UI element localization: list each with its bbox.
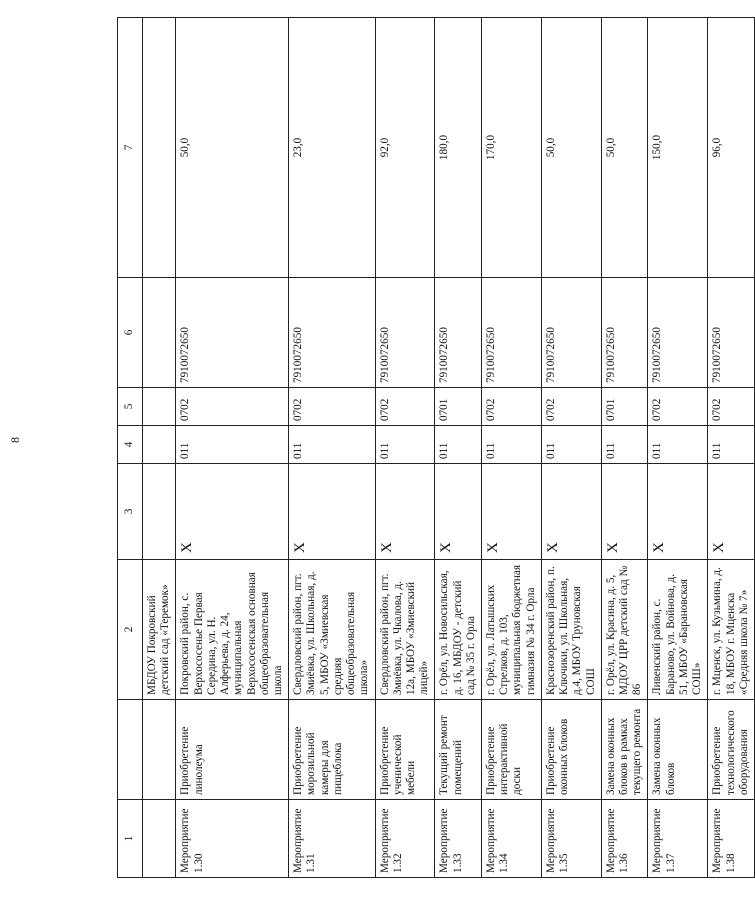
col4-cell: 011 bbox=[708, 426, 755, 464]
table-row bbox=[541, 18, 601, 878]
col4-cell: 011 bbox=[482, 426, 542, 464]
amount-cell: 23,0 bbox=[289, 18, 375, 278]
col4-cell: 011 bbox=[435, 426, 482, 464]
col5-cell: 0702 bbox=[708, 388, 755, 426]
header-cell: 6 bbox=[118, 278, 143, 388]
amount-cell: 170,0 bbox=[482, 18, 542, 278]
col6-cell: 7910072650 bbox=[435, 278, 482, 388]
address-cell: Ливенский район, с. Бараново, ул. Войнова, д. 51, МБОУ «Барановская СОШ» bbox=[648, 560, 708, 700]
col5-cell: 0702 bbox=[289, 388, 375, 426]
col3-cell: X bbox=[708, 464, 755, 560]
col4-cell: 011 bbox=[601, 426, 648, 464]
address-cell: МБДОУ Покровский детский сад «Теремок» bbox=[143, 560, 176, 700]
measure-id: Мероприятие 1.33 bbox=[435, 800, 482, 878]
header-row bbox=[118, 18, 143, 878]
col4-cell: 011 bbox=[648, 426, 708, 464]
col6-cell: 7910072650 bbox=[601, 278, 648, 388]
col4-cell: 011 bbox=[375, 426, 435, 464]
col3-cell: X bbox=[482, 464, 542, 560]
table-row bbox=[708, 18, 755, 878]
col5-cell: 0702 bbox=[541, 388, 601, 426]
amount-cell: 50,0 bbox=[601, 18, 648, 278]
header-cell: 2 bbox=[118, 560, 143, 700]
col3-cell: X bbox=[176, 464, 289, 560]
measure-name: Замена оконных блоков bbox=[648, 700, 708, 800]
table-row bbox=[375, 18, 435, 878]
address-cell: г. Орёл, ул. Новосильская, д. 16, МБДОУ - детский сад № 35 г. Орла bbox=[435, 560, 482, 700]
measure-id: Мероприятие 1.38 bbox=[708, 800, 755, 878]
measure-id: Мероприятие 1.36 bbox=[601, 800, 648, 878]
measure-name: Замена оконных блоков в рамках текущего ремонта bbox=[601, 700, 648, 800]
col3-cell: X bbox=[435, 464, 482, 560]
col6-cell: 7910072650 bbox=[289, 278, 375, 388]
col5-cell: 0702 bbox=[648, 388, 708, 426]
address-cell: г. Орёл, ул. Красина, д. 5, МДОУ ЦРР детский сад № 86 bbox=[601, 560, 648, 700]
table-row bbox=[176, 18, 289, 878]
address-cell: Покровский район, с. Верхососенье Первая Середина, ул. Н. Алферьева, д. 24, муниципальная Верхососенская основная общеобразовательная школа bbox=[176, 560, 289, 700]
measure-name: Приобретение оконных блоков bbox=[541, 700, 601, 800]
measure-id: Мероприятие 1.37 bbox=[648, 800, 708, 878]
address-cell: г. Мценск, ул. Кузьмина, д. 18, МБОУ г. Мценска «Средняя школа № 7» bbox=[708, 560, 755, 700]
page-number: 8 bbox=[8, 437, 22, 443]
col4-cell: 011 bbox=[289, 426, 375, 464]
measure-name: Приобретение технологического оборудования bbox=[708, 700, 755, 800]
header-cell: 7 bbox=[118, 18, 143, 278]
amount-cell: 50,0 bbox=[176, 18, 289, 278]
amount-cell: 150,0 bbox=[648, 18, 708, 278]
col6-cell: 7910072650 bbox=[708, 278, 755, 388]
header-cell bbox=[118, 700, 143, 800]
header-cell: 4 bbox=[118, 426, 143, 464]
col5-cell: 0701 bbox=[601, 388, 648, 426]
measure-id: Мероприятие 1.34 bbox=[482, 800, 542, 878]
address-cell: г. Орёл, ул. Латышских Стрелков, д. 103, муниципальная бюджетная гимназия № 34 г. Орла bbox=[482, 560, 542, 700]
measure-id: Мероприятие 1.35 bbox=[541, 800, 601, 878]
rotated-table-container bbox=[117, 18, 750, 878]
table-row bbox=[143, 18, 176, 878]
table-row bbox=[289, 18, 375, 878]
measure-id: Мероприятие 1.30 bbox=[176, 800, 289, 878]
col3-cell: X bbox=[375, 464, 435, 560]
amount-cell: 50,0 bbox=[541, 18, 601, 278]
measure-name: Приобретение интерактивной доски bbox=[482, 700, 542, 800]
header-cell: 5 bbox=[118, 388, 143, 426]
col3-cell: X bbox=[289, 464, 375, 560]
amount-cell: 92,0 bbox=[375, 18, 435, 278]
address-cell: Свердловский район, пгт. Змиёвка, ул. Школьная, д. 5, МБОУ «Змиевская средняя общеобразовательная школа» bbox=[289, 560, 375, 700]
table-row bbox=[482, 18, 542, 878]
col6-cell: 7910072650 bbox=[482, 278, 542, 388]
measure-name: Приобретение морозильной камеры для пищеблока bbox=[289, 700, 375, 800]
col5-cell: 0702 bbox=[375, 388, 435, 426]
measure-name: Приобретение линолеума bbox=[176, 700, 289, 800]
col3-cell: X bbox=[601, 464, 648, 560]
col5-cell: 0701 bbox=[435, 388, 482, 426]
col3-cell: X bbox=[541, 464, 601, 560]
col5-cell: 0702 bbox=[176, 388, 289, 426]
col6-cell: 7910072650 bbox=[648, 278, 708, 388]
measure-id: Мероприятие 1.32 bbox=[375, 800, 435, 878]
address-cell: Свердловский район, пгт. Змиёвка, ул. Чкалова, д. 12а, МБОУ «Змиевский лицей» bbox=[375, 560, 435, 700]
header-cell: 1 bbox=[118, 800, 143, 878]
col6-cell: 7910072650 bbox=[541, 278, 601, 388]
amount-cell: 180,0 bbox=[435, 18, 482, 278]
col3-cell: X bbox=[648, 464, 708, 560]
measure-id: Мероприятие 1.31 bbox=[289, 800, 375, 878]
table-row bbox=[648, 18, 708, 878]
col5-cell: 0702 bbox=[482, 388, 542, 426]
col6-cell: 7910072650 bbox=[375, 278, 435, 388]
col4-cell: 011 bbox=[176, 426, 289, 464]
table-row bbox=[601, 18, 648, 878]
col6-cell: 7910072650 bbox=[176, 278, 289, 388]
table-row bbox=[435, 18, 482, 878]
budget-table bbox=[117, 17, 755, 878]
measure-name: Текущий ремонт помещений bbox=[435, 700, 482, 800]
address-cell: Краснозоренский район, п. Ключики, ул. Школьная, д.4, МБОУ Труновская СОШ bbox=[541, 560, 601, 700]
measure-name: Приобретение ученической мебели bbox=[375, 700, 435, 800]
amount-cell: 96,0 bbox=[708, 18, 755, 278]
col4-cell: 011 bbox=[541, 426, 601, 464]
header-cell: 3 bbox=[118, 464, 143, 560]
